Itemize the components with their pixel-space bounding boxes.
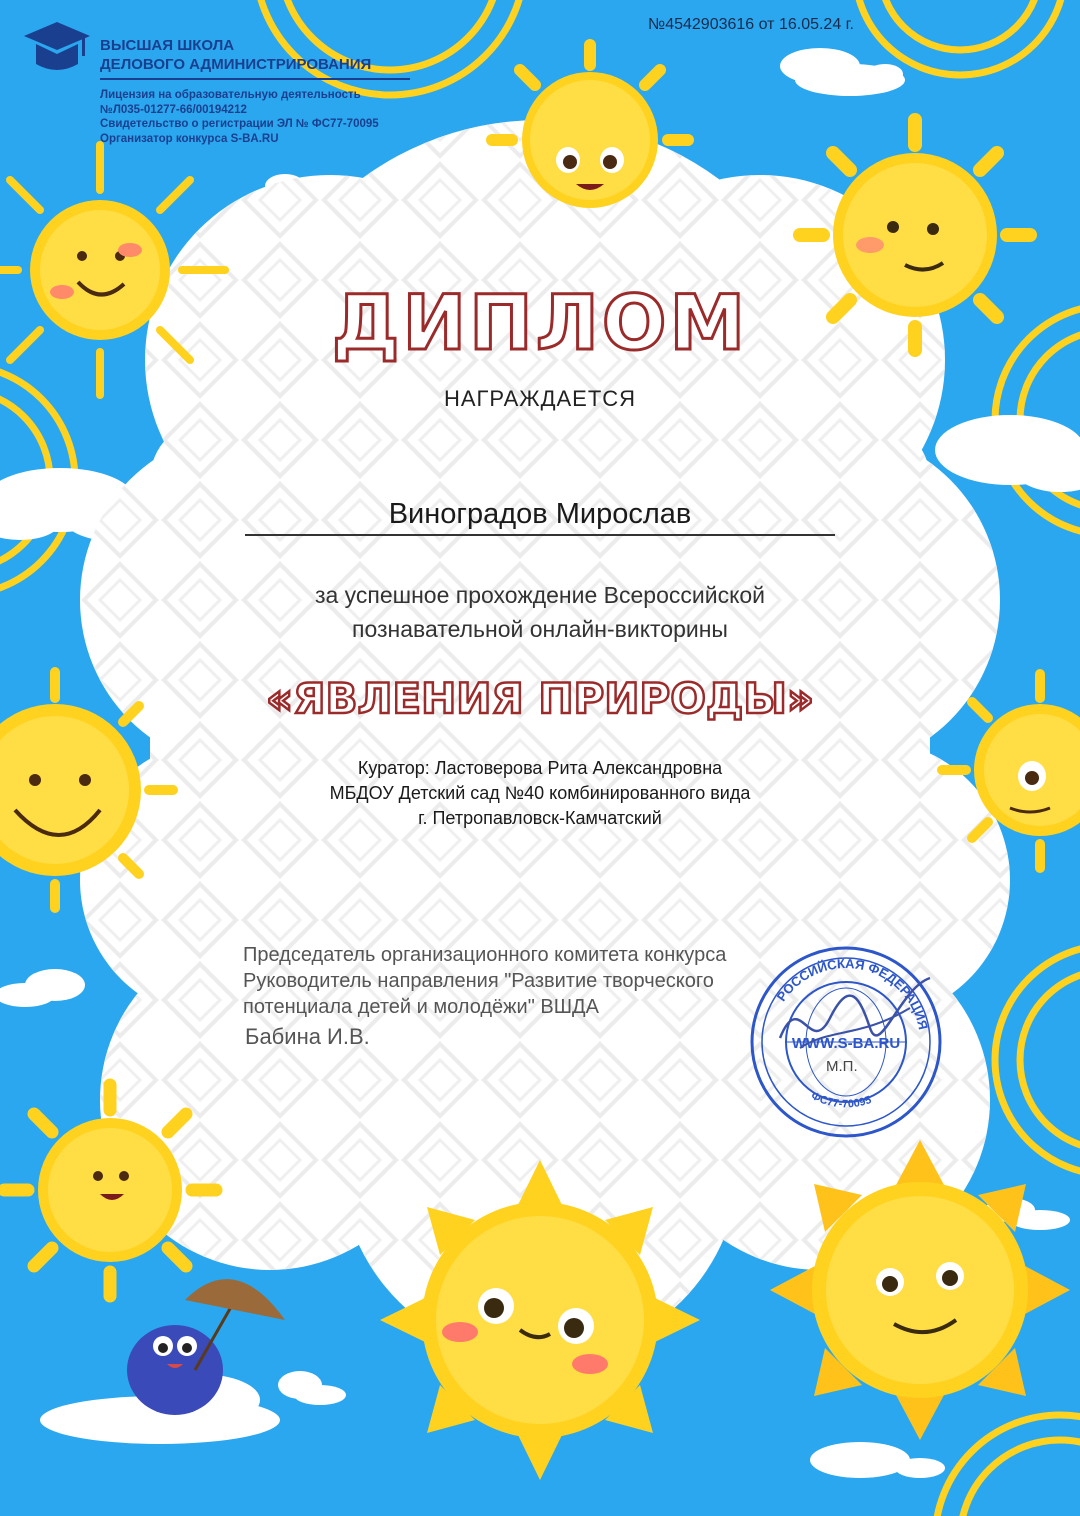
award-reason-line1: за успешное прохождение Всероссийской xyxy=(314,582,766,608)
logo-mortarboard-icon xyxy=(24,22,90,70)
document-number: №4542903616 от 16.05.24 г. xyxy=(648,16,854,33)
license-info xyxy=(100,88,379,146)
institution-line: МБДОУ Детский сад №40 комбинированного вида xyxy=(329,783,751,803)
recipient-name: Виноградов Мирослав xyxy=(388,498,692,530)
signatory-line1: Председатель организационного комитета конкурса xyxy=(243,944,727,966)
mascot-with-umbrella xyxy=(127,1279,285,1415)
signatory-line3: потенциала детей и молодёжи" ВШДА xyxy=(243,996,599,1018)
license-line: Свидетельство о регистрации ЭЛ № ФС77-70095 xyxy=(100,118,379,130)
license-line: Организатор конкурса S-BA.RU xyxy=(100,132,279,145)
signatory-line2: Руководитель направления "Развитие творческого xyxy=(243,970,714,992)
stamp-center-text: WWW.S-BA.RU xyxy=(791,1035,901,1052)
organizer-name-line1: ВЫСШАЯ ШКОЛА xyxy=(100,37,235,54)
license-line: Лицензия на образовательную деятельность xyxy=(100,89,361,101)
signatory-position xyxy=(243,942,803,1020)
curator-line: Куратор: Ластоверова Рита Александровна xyxy=(357,758,723,778)
award-reason-line2: познавательной онлайн-викторины xyxy=(352,616,728,642)
stamp-bottom-text: ФС77-70095 xyxy=(809,1089,874,1111)
recipient-underline xyxy=(245,534,835,536)
sun-bottom-center xyxy=(380,1160,700,1480)
signatory-name: Бабина И.В. xyxy=(245,1024,370,1049)
quiz-title: «ЯВЛЕНИЯ ПРИРОДЫ» xyxy=(266,674,814,723)
sun-bottom-right xyxy=(770,1140,1070,1440)
stamp-top-text: РОССИЙСКАЯ ФЕДЕРАЦИЯ xyxy=(773,955,931,1031)
curator-info xyxy=(0,756,1080,831)
organizer-name-line2: ДЕЛОВОГО АДМИНИСТРИРОВАНИЯ xyxy=(100,56,372,73)
city-line: г. Петропавловск-Камчатский xyxy=(418,808,662,828)
organizer-name xyxy=(100,36,371,74)
awarded-label: НАГРАЖДАЕТСЯ xyxy=(443,386,637,411)
diploma-title: ДИПЛОМ xyxy=(331,278,749,367)
organizer-divider xyxy=(100,78,410,80)
seal-place-label: М.П. xyxy=(826,1058,858,1075)
license-line: №Л035-01277-66/00194212 xyxy=(100,103,247,116)
award-reason xyxy=(0,578,1080,646)
